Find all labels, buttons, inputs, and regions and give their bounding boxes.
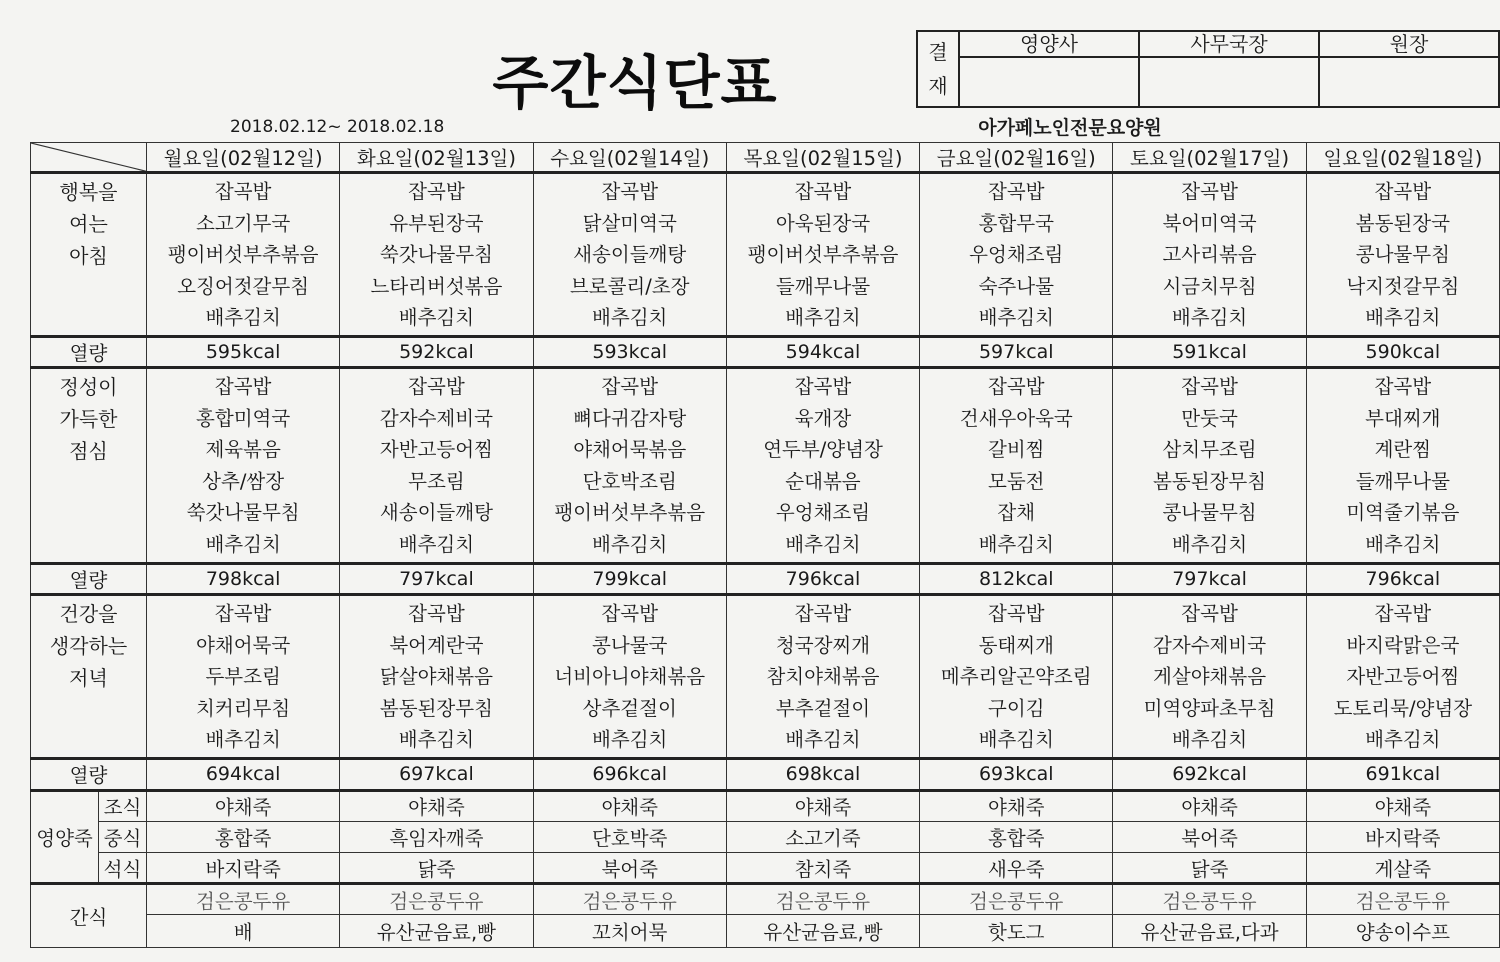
dish-item: 건새우아욱국 (959, 406, 1073, 430)
approval-sign-office-manager[interactable] (1139, 57, 1319, 107)
dish-item: 유부된장국 (389, 211, 484, 235)
lunch-menu-cell (340, 368, 533, 564)
lunch-kcal-value: 797kcal (1113, 564, 1306, 595)
porridge-item: 야채죽 (1113, 790, 1306, 821)
dinner-menu-cell (147, 595, 340, 759)
corner-cell (31, 143, 147, 173)
dish-item: 우엉채조림 (969, 243, 1064, 267)
dish-item: 배추김치 (592, 532, 668, 556)
dinner-label-line: 저녁 (69, 666, 108, 691)
dish-item: 배추김치 (1365, 306, 1441, 330)
breakfast-kcal-label: 열량 (31, 337, 147, 368)
snack-item: 검은콩두유 (147, 884, 340, 914)
dish-item: 잡곡밥 (601, 180, 658, 204)
dish-item: 만둣국 (1181, 406, 1238, 430)
dish-item: 잡곡밥 (988, 180, 1045, 204)
porridge-item: 게살죽 (1306, 853, 1499, 884)
dish-item: 잡곡밥 (408, 375, 465, 399)
dinner-row (31, 595, 1500, 759)
porridge-time-label: 석식 (99, 853, 147, 884)
dish-item: 모둠전 (988, 469, 1045, 493)
dish-item: 홍합미역국 (196, 406, 291, 430)
approval-sign-director[interactable] (1319, 57, 1499, 107)
dish-item: 잡곡밥 (1374, 180, 1432, 204)
dish-item: 봄동된장무침 (379, 696, 493, 720)
dish-item: 배추김치 (978, 306, 1054, 330)
dish-item: 북어계란국 (389, 633, 484, 657)
dish-item: 팽이버섯부추볶음 (747, 243, 899, 267)
lunch-menu-cell (726, 368, 919, 564)
dinner-menu-cell (726, 595, 919, 759)
lunch-kcal-value: 812kcal (920, 564, 1113, 595)
dish-item: 무조림 (408, 469, 465, 493)
dish-item: 동태찌개 (978, 633, 1054, 657)
approval-label: 결 재 (917, 31, 959, 107)
snack-item: 검은콩두유 (533, 884, 726, 914)
porridge-row (31, 853, 1500, 884)
lunch-menu-cell (1113, 368, 1306, 564)
dish-item: 자반고등어찜 (379, 438, 493, 462)
snack-item: 검은콩두유 (726, 884, 919, 914)
dish-item: 새송이들깨탕 (573, 243, 687, 267)
dish-item: 청국장찌개 (775, 633, 871, 657)
dish-item: 잡곡밥 (1374, 375, 1432, 399)
dish-item: 잡곡밥 (1374, 602, 1432, 626)
dish-item: 부대찌개 (1365, 406, 1441, 430)
dish-item: 배추김치 (398, 306, 475, 330)
dinner-kcal-value: 692kcal (1113, 759, 1306, 790)
porridge-item: 닭죽 (340, 853, 533, 884)
dish-item: 치커리무침 (196, 696, 291, 720)
porridge-time-label: 조식 (99, 790, 147, 821)
breakfast-kcal-value: 595kcal (147, 337, 340, 368)
day-header: 토요일(02월17일) (1113, 143, 1306, 173)
dish-item: 자반고등어찜 (1346, 665, 1460, 689)
porridge-item: 바지락죽 (147, 853, 340, 884)
breakfast-menu-cell (1113, 173, 1306, 337)
dish-item: 팽이버섯부추볶음 (167, 243, 319, 267)
day-header: 화요일(02월13일) (340, 143, 533, 173)
dish-item: 배추김치 (1171, 532, 1248, 556)
dish-item: 잡곡밥 (214, 375, 272, 399)
porridge-item: 북어죽 (1113, 821, 1306, 852)
dinner-kcal-value: 693kcal (920, 759, 1113, 790)
porridge-label: 영양죽 (31, 790, 99, 884)
dinner-kcal-value: 698kcal (726, 759, 919, 790)
dish-item: 시금치무침 (1162, 274, 1257, 298)
dish-item: 배추김치 (398, 532, 475, 556)
dish-item: 순대볶음 (785, 469, 861, 493)
facility-name: 아가페노인전문요양원 (978, 117, 1162, 139)
dish-item: 콩나물국 (592, 633, 668, 657)
dish-item: 닭살미역국 (582, 211, 677, 235)
dish-item: 숙주나물 (978, 274, 1054, 298)
lunch-menu-cell (1306, 368, 1499, 564)
dish-item: 갈비찜 (988, 438, 1045, 462)
dish-item: 육개장 (794, 406, 852, 430)
snack-row-2 (31, 914, 1500, 947)
dish-item: 잡곡밥 (794, 375, 852, 399)
dish-item: 바지락맑은국 (1346, 633, 1460, 657)
dish-item: 잡곡밥 (1181, 180, 1238, 204)
lunch-menu-cell (533, 368, 726, 564)
dish-item: 쑥갓나물무침 (379, 243, 493, 267)
breakfast-label (31, 173, 147, 337)
breakfast-menu-cell (533, 173, 726, 337)
lunch-kcal-value: 797kcal (340, 564, 533, 595)
dish-item: 들깨무나물 (1355, 469, 1450, 493)
lunch-kcal-value: 796kcal (1306, 564, 1499, 595)
header-row (31, 143, 1500, 173)
dish-item: 참치야채볶음 (766, 665, 880, 689)
snack-item: 배 (147, 914, 340, 947)
dish-item: 팽이버섯부추볶음 (554, 501, 706, 525)
dinner-menu-cell (340, 595, 533, 759)
dish-item: 낙지젓갈무침 (1346, 274, 1460, 298)
lunch-kcal-value: 796kcal (726, 564, 919, 595)
lunch-kcal-row (31, 564, 1500, 595)
dinner-kcal-value: 691kcal (1306, 759, 1499, 790)
dinner-kcal-label: 열량 (31, 759, 147, 790)
dish-item: 도토리묵/양념장 (1333, 696, 1473, 720)
dish-item: 삼치무조림 (1162, 438, 1257, 462)
lunch-row (31, 368, 1500, 564)
dish-item: 콩나물무침 (1162, 501, 1257, 525)
breakfast-label-line: 여는 (69, 212, 108, 237)
dish-item: 상추겉절이 (582, 696, 677, 720)
lunch-label (31, 368, 147, 564)
breakfast-kcal-value: 594kcal (726, 337, 919, 368)
dish-item: 배추김치 (978, 532, 1054, 556)
lunch-label-line: 정성이 (59, 375, 118, 400)
dish-item: 소고기무국 (196, 211, 291, 235)
dish-item: 배추김치 (978, 728, 1054, 752)
dish-item: 계란찜 (1374, 438, 1432, 462)
lunch-kcal-value: 799kcal (533, 564, 726, 595)
breakfast-row (31, 173, 1500, 337)
dish-item: 배추김치 (785, 728, 861, 752)
breakfast-menu-cell (340, 173, 533, 337)
porridge-item: 홍합죽 (147, 821, 340, 852)
page-title: 주간식단표 (492, 49, 778, 117)
snack-item: 검은콩두유 (1306, 884, 1499, 914)
dish-item: 배추김치 (398, 728, 475, 752)
breakfast-menu-cell (920, 173, 1113, 337)
dish-item: 너비아니야채볶음 (554, 665, 706, 689)
lunch-kcal-value: 798kcal (147, 564, 340, 595)
dish-item: 아욱된장국 (775, 211, 871, 235)
dish-item: 오징어젓갈무침 (177, 274, 310, 298)
weekly-menu-table (30, 142, 1500, 948)
dish-item: 콩나물무침 (1355, 243, 1450, 267)
dish-item: 상추/쌈장 (202, 469, 285, 493)
dinner-label-line: 생각하는 (49, 634, 128, 659)
dinner-menu-cell (1113, 595, 1306, 759)
dish-item: 배추김치 (1365, 728, 1441, 752)
porridge-item: 야채죽 (726, 790, 919, 821)
snack-item: 검은콩두유 (1113, 884, 1306, 914)
dish-item: 고사리볶음 (1162, 243, 1257, 267)
dish-item: 제육볶음 (205, 438, 281, 462)
dinner-kcal-value: 694kcal (147, 759, 340, 790)
day-header: 일요일(02월18일) (1306, 143, 1499, 173)
porridge-item: 단호박죽 (533, 821, 726, 852)
breakfast-kcal-row (31, 337, 1500, 368)
dish-item: 미역줄기볶음 (1346, 501, 1460, 525)
porridge-item: 야채죽 (920, 790, 1113, 821)
dish-item: 배추김치 (592, 728, 668, 752)
day-header: 월요일(02월12일) (147, 143, 340, 173)
breakfast-kcal-value: 593kcal (533, 337, 726, 368)
porridge-item: 홍합죽 (920, 821, 1113, 852)
dish-item: 잡곡밥 (988, 375, 1045, 399)
dish-item: 배추김치 (205, 306, 281, 330)
lunch-label-line: 점심 (69, 439, 108, 464)
approval-role-office-manager: 사무국장 (1139, 31, 1319, 57)
breakfast-menu-cell (726, 173, 919, 337)
snack-label: 간식 (31, 884, 147, 948)
dish-item: 봄동된장국 (1355, 211, 1450, 235)
dish-item: 느타리버섯볶음 (370, 274, 503, 298)
dish-item: 잡곡밥 (794, 602, 852, 626)
breakfast-menu-cell (147, 173, 340, 337)
dish-item: 잡곡밥 (1181, 602, 1238, 626)
dish-item: 메추리알곤약조림 (940, 665, 1092, 689)
lunch-kcal-label: 열량 (31, 564, 147, 595)
snack-item: 핫도그 (920, 914, 1113, 947)
dish-item: 홍합무국 (978, 211, 1054, 235)
porridge-item: 바지락죽 (1306, 821, 1499, 852)
dinner-menu-cell (533, 595, 726, 759)
dish-item: 배추김치 (1171, 728, 1248, 752)
dish-item: 잡곡밥 (1181, 375, 1238, 399)
porridge-row (31, 790, 1500, 821)
lunch-menu-cell (920, 368, 1113, 564)
dish-item: 배추김치 (1171, 306, 1248, 330)
porridge-item: 닭죽 (1113, 853, 1306, 884)
dinner-menu-cell (1306, 595, 1499, 759)
dish-item: 잡곡밥 (601, 375, 658, 399)
dish-item: 뼈다귀감자탕 (573, 406, 687, 430)
dish-item: 감자수제비국 (379, 406, 493, 430)
snack-item: 유산균음료,다과 (1113, 914, 1306, 947)
snack-item: 꼬치어묵 (533, 914, 726, 947)
approval-sign-nutritionist[interactable] (959, 57, 1139, 107)
porridge-item: 야채죽 (533, 790, 726, 821)
dinner-menu-cell (920, 595, 1113, 759)
dish-item: 쑥갓나물무침 (186, 501, 300, 525)
approval-box (916, 30, 1500, 108)
approval-role-nutritionist: 영양사 (959, 31, 1139, 57)
corner-diagonal (31, 143, 146, 171)
porridge-item: 야채죽 (340, 790, 533, 821)
breakfast-kcal-value: 592kcal (340, 337, 533, 368)
snack-row-1 (31, 884, 1500, 914)
porridge-item: 야채죽 (1306, 790, 1499, 821)
dish-item: 야채어묵국 (196, 633, 291, 657)
porridge-time-label: 중식 (99, 821, 147, 852)
breakfast-menu-cell (1306, 173, 1499, 337)
porridge-item: 야채죽 (147, 790, 340, 821)
dish-item: 감자수제비국 (1153, 633, 1267, 657)
dish-item: 잡곡밥 (214, 180, 272, 204)
dish-item: 게살야채볶음 (1153, 665, 1267, 689)
dish-item: 배추김치 (1365, 532, 1441, 556)
dish-item: 연두부/양념장 (763, 438, 883, 462)
lunch-label-line: 가득한 (59, 407, 118, 432)
dish-item: 우엉채조림 (775, 501, 871, 525)
dish-item: 북어미역국 (1162, 211, 1257, 235)
breakfast-kcal-value: 590kcal (1306, 337, 1499, 368)
dinner-label-line: 건강을 (59, 602, 118, 627)
dish-item: 배추김치 (785, 306, 861, 330)
dish-item: 새송이들깨탕 (379, 501, 493, 525)
dish-item: 잡곡밥 (988, 602, 1045, 626)
dish-item: 두부조림 (205, 665, 281, 689)
dish-item: 잡채 (997, 501, 1036, 525)
snack-item: 검은콩두유 (920, 884, 1113, 914)
dinner-kcal-row (31, 759, 1500, 790)
day-header: 금요일(02월16일) (920, 143, 1113, 173)
breakfast-label-line: 아침 (69, 244, 108, 269)
breakfast-label-line: 행복을 (59, 180, 118, 205)
dish-item: 배추김치 (592, 306, 668, 330)
dish-item: 들깨무나물 (775, 274, 871, 298)
dinner-kcal-value: 696kcal (533, 759, 726, 790)
snack-item: 유산균음료,빵 (726, 914, 919, 947)
porridge-item: 참치죽 (726, 853, 919, 884)
dish-item: 미역양파초무침 (1143, 696, 1276, 720)
dish-item: 잡곡밥 (408, 602, 465, 626)
breakfast-kcal-value: 591kcal (1113, 337, 1306, 368)
date-range: 2018.02.12~ 2018.02.18 (230, 117, 445, 137)
dish-item: 잡곡밥 (794, 180, 852, 204)
snack-item: 유산균음료,빵 (340, 914, 533, 947)
dish-item: 야채어묵볶음 (573, 438, 687, 462)
dish-item: 배추김치 (785, 532, 861, 556)
snack-item: 양송이수프 (1306, 914, 1499, 947)
dish-item: 구이김 (988, 696, 1045, 720)
dish-item: 배추김치 (205, 532, 281, 556)
dish-item: 단호박조림 (582, 469, 677, 493)
snack-item: 검은콩두유 (340, 884, 533, 914)
porridge-item: 북어죽 (533, 853, 726, 884)
porridge-item: 흑임자깨죽 (340, 821, 533, 852)
porridge-row (31, 821, 1500, 852)
dish-item: 잡곡밥 (601, 602, 658, 626)
porridge-item: 새우죽 (920, 853, 1113, 884)
day-header: 수요일(02월14일) (533, 143, 726, 173)
approval-role-director: 원장 (1319, 31, 1499, 57)
day-header: 목요일(02월15일) (726, 143, 919, 173)
dinner-label (31, 595, 147, 759)
porridge-item: 소고기죽 (726, 821, 919, 852)
lunch-menu-cell (147, 368, 340, 564)
dish-item: 브로콜리/초장 (569, 274, 690, 298)
dish-item: 부추겉절이 (775, 696, 871, 720)
dish-item: 잡곡밥 (214, 602, 272, 626)
breakfast-kcal-value: 597kcal (920, 337, 1113, 368)
dish-item: 잡곡밥 (408, 180, 465, 204)
dish-item: 배추김치 (205, 728, 281, 752)
dish-item: 봄동된장무침 (1153, 469, 1267, 493)
dinner-kcal-value: 697kcal (340, 759, 533, 790)
dish-item: 닭살야채볶음 (379, 665, 493, 689)
